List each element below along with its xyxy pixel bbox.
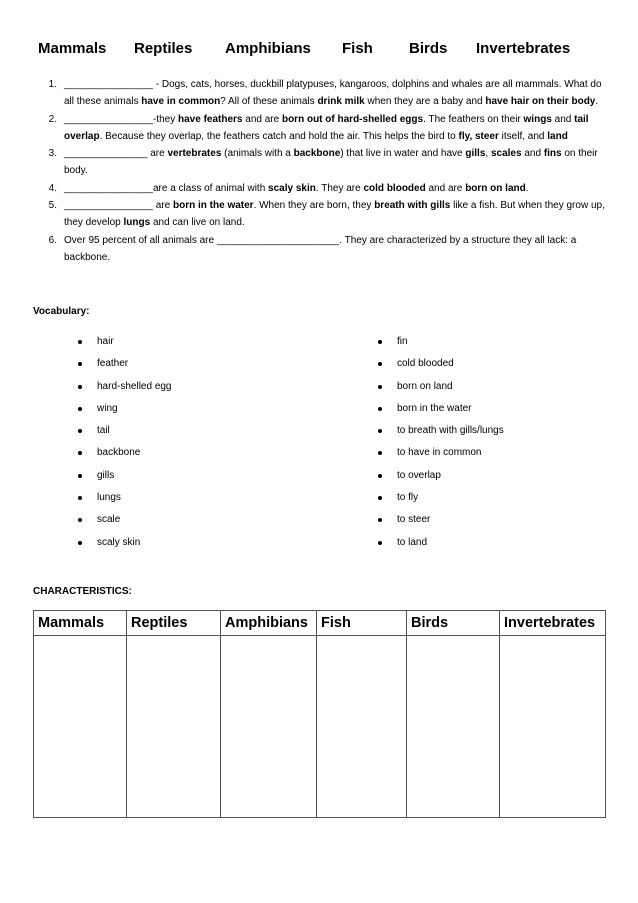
bullet-icon: [378, 340, 382, 344]
answer-cell-birds[interactable]: [407, 636, 500, 818]
question-number: 3.: [48, 148, 57, 160]
bullet-icon: [378, 518, 382, 522]
bullet-icon: [78, 474, 82, 478]
question-keyword: have hair on their body: [485, 96, 596, 108]
question-keyword: born in the water: [173, 200, 254, 212]
question-text: ________________: [64, 79, 153, 90]
vocab-item: born on land: [375, 380, 605, 402]
bullet-icon: [378, 385, 382, 389]
vocab-item: scaly skin: [75, 536, 325, 558]
question-text: ? All of these animals: [220, 96, 318, 108]
question-keyword: wings: [523, 113, 552, 125]
question-number: 6.: [48, 234, 57, 246]
vocab-item: to breath with gills/lungs: [375, 424, 605, 446]
question-text: ________________: [64, 200, 153, 212]
vocab-item: scale: [75, 513, 325, 535]
question-text: and are: [242, 113, 282, 125]
vocab-item: to fly: [375, 491, 605, 513]
column-reptiles: Reptiles: [127, 611, 221, 636]
vocab-item: hard-shelled egg: [75, 380, 325, 402]
question-text: and can live on land.: [150, 217, 245, 229]
question-item: [40, 111, 605, 146]
question-keyword: gills: [465, 148, 486, 160]
answer-cell-reptiles[interactable]: [127, 636, 221, 818]
vocab-item: to land: [375, 536, 605, 558]
question-text: and: [521, 148, 544, 160]
bullet-icon: [378, 407, 382, 411]
vocab-item: to have in common: [375, 446, 605, 468]
question-keyword: lungs: [123, 217, 151, 229]
vocabulary-list-left: [75, 335, 325, 558]
answer-cell-invertebrates[interactable]: [500, 636, 606, 818]
question-text: ) that live in water and have: [340, 148, 466, 160]
vocab-item: gills: [75, 469, 325, 491]
question-number: 4.: [48, 182, 57, 194]
question-keyword: born on land: [465, 182, 526, 194]
question-item: [40, 76, 605, 111]
question-list: [40, 76, 605, 266]
question-number: 1.: [48, 79, 57, 90]
question-keyword: have feathers: [178, 113, 243, 125]
bullet-icon: [378, 541, 382, 545]
question-keyword: tail overlap: [64, 113, 589, 142]
answer-cell-mammals[interactable]: [34, 636, 127, 818]
answer-cell-amphibians[interactable]: [221, 636, 317, 818]
question-text: - Dogs, cats, horses, duckbill platypuses, kangaroos, dolphins and whales are all mammals. What do all these animals: [64, 79, 602, 108]
vocab-item: feather: [75, 357, 325, 379]
bullet-icon: [78, 429, 82, 433]
question-keyword: backbone: [293, 148, 341, 160]
vocab-item: to overlap: [375, 469, 605, 491]
question-text: like a fish. But when they grow up, they develop: [64, 200, 605, 229]
question-number: 2.: [48, 113, 57, 125]
header-birds: Birds: [409, 40, 448, 57]
vocabulary-list-right: [375, 335, 605, 558]
column-birds: Birds: [407, 611, 500, 636]
question-keyword: drink milk: [317, 96, 365, 108]
question-text: . They are: [315, 182, 364, 194]
question-text: are a class of animal with: [152, 182, 269, 194]
question-text: Over 95 percent of all animals are ______________________. They are characterized by a structure they all lack: a backbone.: [64, 234, 577, 263]
column-fish: Fish: [317, 611, 407, 636]
question-keyword: scales: [490, 148, 522, 160]
question-keyword: born out of hard-shelled eggs: [281, 113, 424, 125]
question-text: ________________: [64, 113, 153, 125]
question-text: _______________: [64, 148, 148, 160]
column-amphibians: Amphibians: [221, 611, 317, 636]
question-text: . When they are born, they: [253, 200, 375, 212]
question-text: -they: [152, 113, 178, 125]
characteristics-title: CHARACTERISTICS:: [33, 586, 132, 597]
bullet-icon: [378, 362, 382, 366]
bullet-icon: [78, 541, 82, 545]
question-text: .: [525, 182, 529, 194]
vocab-item: born in the water: [375, 402, 605, 424]
vocab-item: to steer: [375, 513, 605, 535]
question-keyword: have in common: [141, 96, 221, 108]
bullet-icon: [78, 518, 82, 522]
header-mammals: Mammals: [38, 40, 107, 57]
table-row: [34, 636, 606, 818]
vocab-item: hair: [75, 335, 325, 357]
question-keyword: land: [547, 130, 568, 142]
question-keyword: breath with gills: [374, 200, 451, 212]
question-number: 5.: [48, 200, 57, 212]
characteristics-table: [33, 610, 606, 818]
question-item: [40, 180, 605, 197]
vocabulary-title: Vocabulary:: [33, 306, 90, 317]
vocab-item: wing: [75, 402, 325, 424]
question-keyword: fly, steer: [458, 130, 499, 142]
bullet-icon: [378, 451, 382, 455]
bullet-icon: [378, 474, 382, 478]
question-text: .: [595, 96, 599, 108]
question-text: . Because they overlap, the feathers catch and hold the air. This helps the bird to: [99, 130, 459, 142]
column-invertebrates: Invertebrates: [500, 611, 606, 636]
question-item: [40, 197, 605, 232]
bullet-icon: [78, 407, 82, 411]
bullet-icon: [78, 340, 82, 344]
question-keyword: vertebrates: [167, 148, 222, 160]
question-text: and are: [425, 182, 466, 194]
question-text: on their body.: [64, 148, 598, 177]
vocab-item: backbone: [75, 446, 325, 468]
question-text: are: [152, 200, 173, 212]
question-item: [40, 145, 605, 180]
question-keyword: cold blooded: [363, 182, 426, 194]
column-mammals: Mammals: [34, 611, 127, 636]
bullet-icon: [78, 451, 82, 455]
vocab-item: fin: [375, 335, 605, 357]
question-text: when they are a baby and: [364, 96, 486, 108]
header-fish: Fish: [342, 40, 373, 57]
bullet-icon: [378, 429, 382, 433]
question-text: ________________: [64, 182, 153, 194]
vocab-item: lungs: [75, 491, 325, 513]
category-header: [0, 40, 638, 62]
question-keyword: scaly skin: [268, 182, 316, 194]
bullet-icon: [78, 496, 82, 500]
table-header-row: [34, 611, 606, 636]
header-reptiles: Reptiles: [134, 40, 193, 57]
header-amphibians: Amphibians: [225, 40, 311, 57]
question-item: [40, 232, 605, 267]
question-text: are: [147, 148, 168, 160]
question-text: ,: [485, 148, 491, 160]
question-keyword: fins: [543, 148, 562, 160]
bullet-icon: [378, 496, 382, 500]
question-text: . The feathers on their: [423, 113, 524, 125]
header-invertebrates: Invertebrates: [476, 40, 571, 57]
vocab-item: cold blooded: [375, 357, 605, 379]
answer-cell-fish[interactable]: [317, 636, 407, 818]
question-text: and: [551, 113, 575, 125]
bullet-icon: [78, 385, 82, 389]
question-text: (animals with a: [221, 148, 294, 160]
vocab-item: tail: [75, 424, 325, 446]
bullet-icon: [78, 362, 82, 366]
question-text: itself, and: [498, 130, 548, 142]
